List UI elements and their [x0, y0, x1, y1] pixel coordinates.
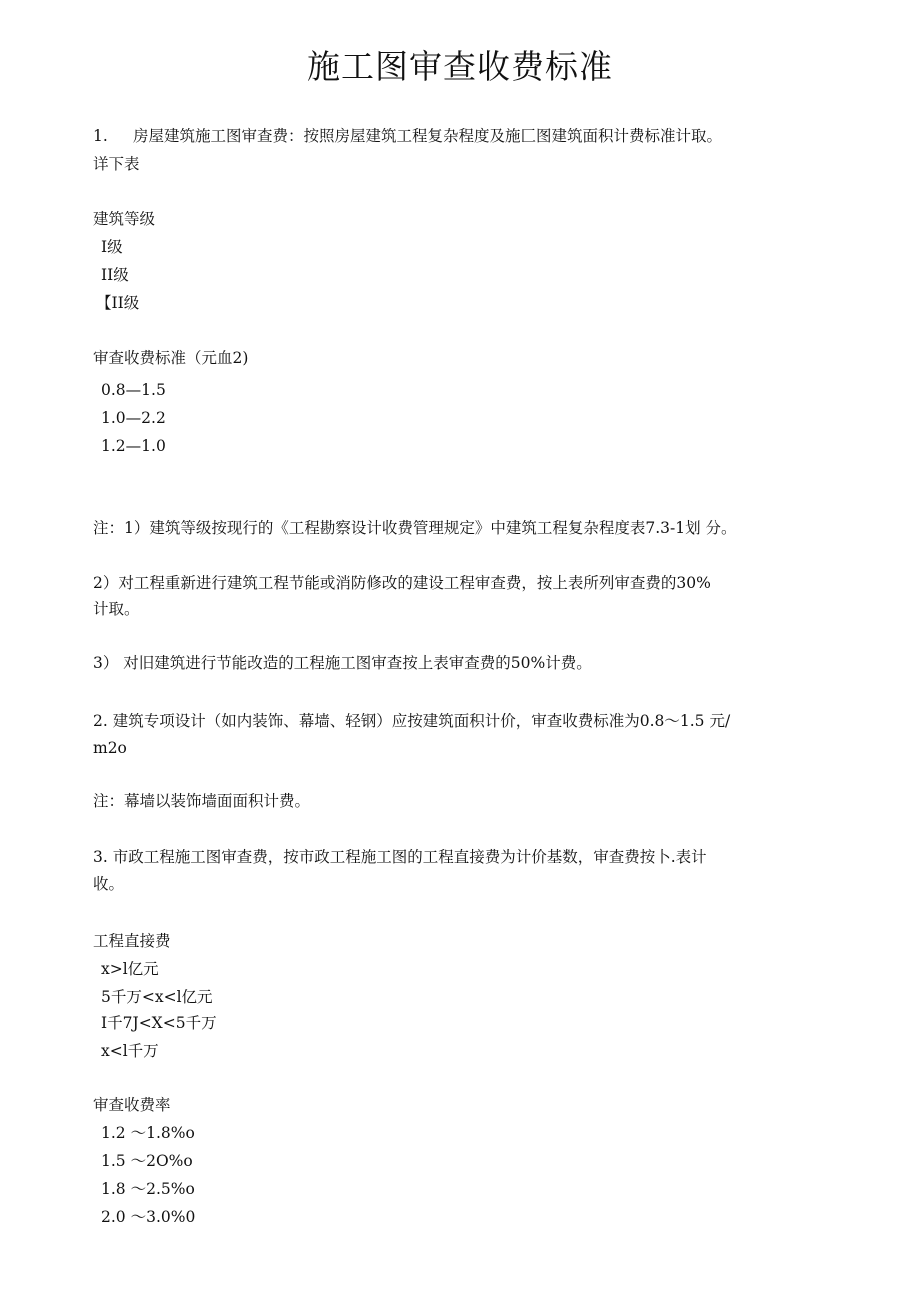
section1-paragraph [93, 129, 722, 145]
grade-item: I级 [101, 238, 123, 256]
cost-item: 5千万<x<l亿元 [101, 988, 213, 1006]
rate-item: 1.8 〜2.5%o [101, 1180, 195, 1198]
section2-note: 注：幕墙以装饰墙面面积计费。 [93, 792, 311, 810]
section1-text: 房屋建筑施工图审查费：按照房屋建筑工程复杂程度及施匚图建筑面积计费标准计取。 [133, 127, 723, 145]
section1-number: 1. [93, 127, 108, 145]
rate-item: 2.0 〜3.0%0 [101, 1208, 196, 1226]
section2-text-cont: m2o [93, 739, 127, 757]
fee-item: 1.2—1.0 [101, 437, 166, 455]
cost-item: x<l千万 [101, 1042, 159, 1060]
grade-item: II级 [101, 266, 129, 284]
page-title: 施工图审查收费标准 [307, 47, 613, 86]
cost-header: 工程直接费 [93, 932, 171, 950]
grade-header: 建筑等级 [93, 210, 156, 228]
section3-text-cont: 收。 [93, 875, 125, 893]
fee-item: 1.0—2.2 [101, 409, 166, 427]
note-2: 2）对工程重新进行建筑工程节能或消防修改的建设工程审查费，按上表所列审查费的30% [93, 574, 711, 592]
rate-header: 审查收费率 [93, 1096, 171, 1114]
rate-item: 1.5 〜2O%o [101, 1152, 193, 1170]
section3-text: 3. 市政工程施工图审查费，按市政工程施工图的工程直接费为计价基数，审查费按卜.表计 [93, 848, 707, 866]
note-1: 注：1）建筑等级按现行的《工程勘察设计收费管理规定》中建筑工程复杂程度表7.3-1划 分。 [93, 519, 737, 537]
fee-header: 审查收费标准（元血2) [93, 349, 249, 367]
rate-item: 1.2 〜1.8%o [101, 1124, 195, 1142]
grade-item: 【II级 [96, 294, 140, 312]
cost-item: x>l亿元 [101, 960, 159, 978]
note-2-cont: 计取。 [93, 600, 140, 618]
fee-item: 0.8—1.5 [101, 381, 166, 399]
section2-text: 2. 建筑专项设计（如内装饰、幕墙、轻钢）应按建筑面积计价，审查收费标准为0.8〜1.5 元/ [93, 712, 731, 730]
cost-item: I千7J<X<5千万 [101, 1014, 217, 1032]
note-3: 3） 对旧建筑进行节能改造的工程施工图审查按上表审查费的50%计费。 [93, 654, 592, 672]
section1-text-cont: 详下表 [93, 155, 140, 173]
